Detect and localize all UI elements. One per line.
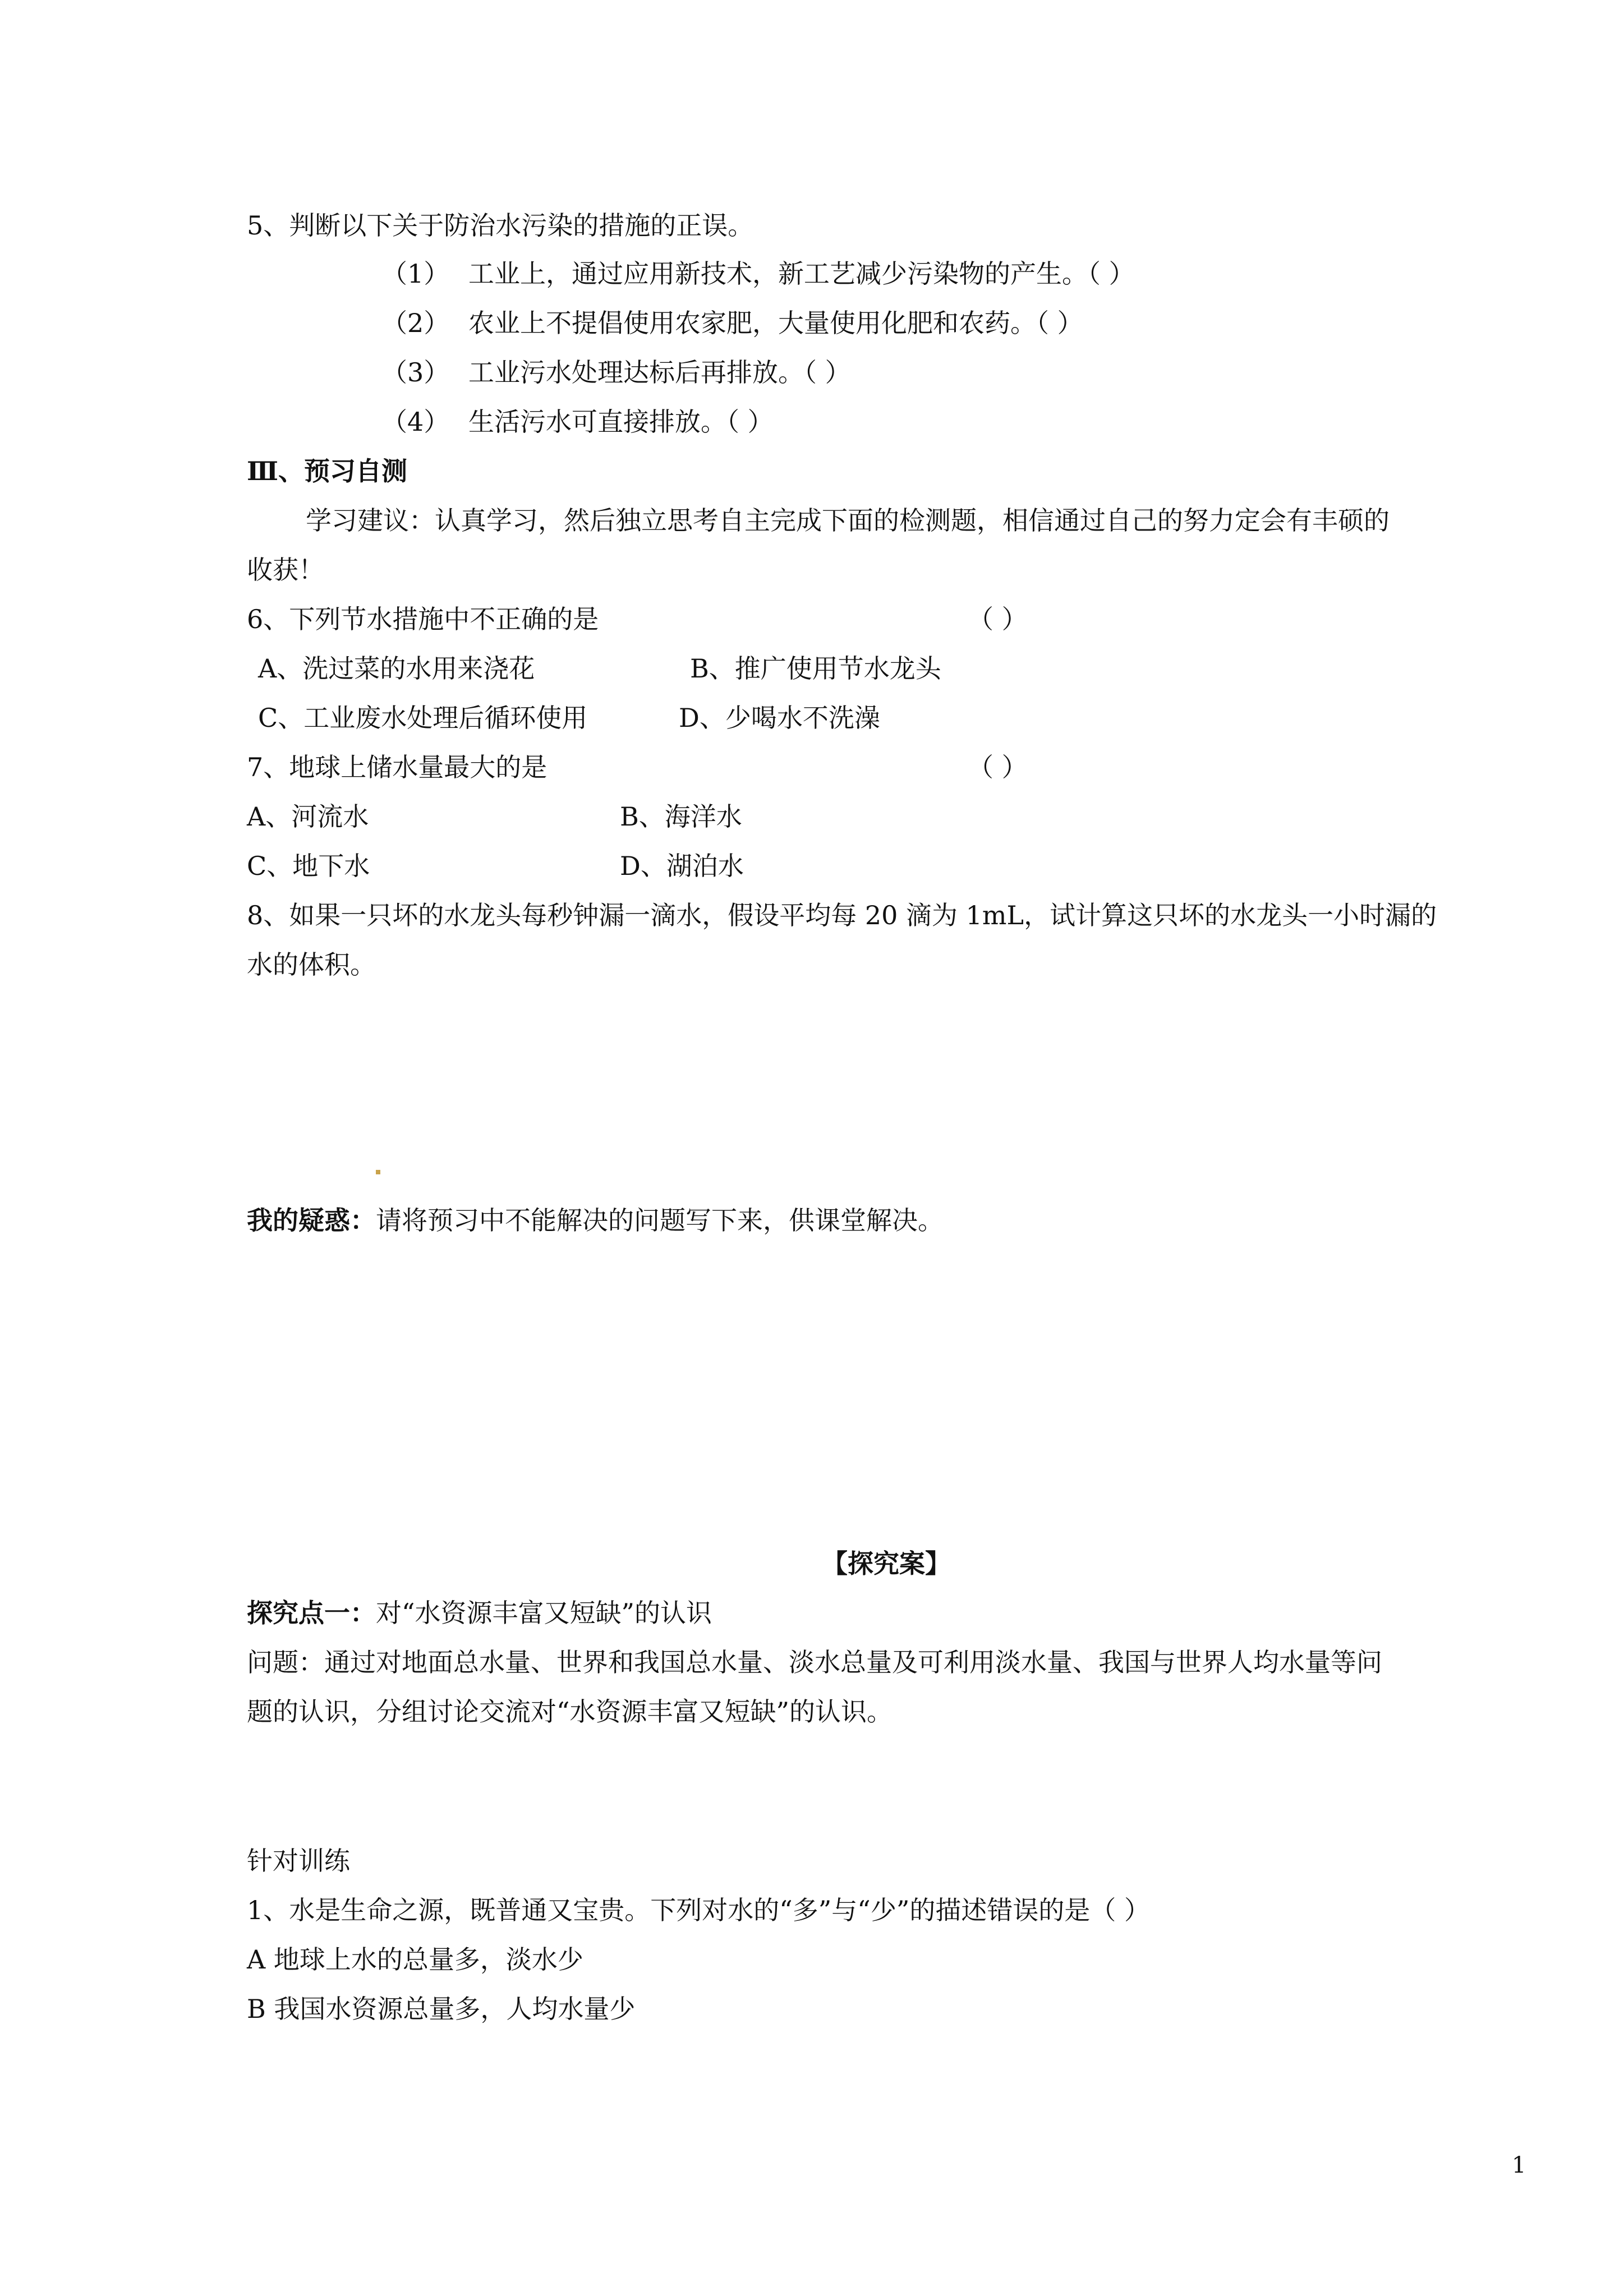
my-doubts-label: 我的疑惑：: [247, 1205, 376, 1235]
q5-item-2-text: 农业上不提倡使用农家肥，大量使用化肥和农药。（ ）: [468, 308, 1083, 338]
q5-item-3-num: （3）: [381, 357, 450, 388]
section3-heading: Ⅲ、预习自测: [247, 456, 408, 486]
study-advice-line1: 学习建议：认真学习，然后独立思考自主完成下面的检测题，相信通过自己的努力定会有丰硕的: [306, 505, 1390, 536]
q5-item-3-text: 工业污水处理达标后再排放。（ ）: [468, 357, 851, 388]
training-q1-stem: 1、水是生命之源，既普通又宝贵。下列对水的“多”与“少”的描述错误的是（ ）: [247, 1895, 1150, 1925]
q5-item-4-text: 生活污水可直接排放。（ ）: [468, 407, 774, 437]
q7-option-b: B、海洋水: [620, 801, 742, 832]
q7-answer-bracket: （ ）: [968, 752, 1028, 782]
q7-stem: 7、地球上储水量最大的是: [247, 752, 548, 782]
q8-line2: 水的体积。: [247, 949, 376, 980]
training-q1-option-a: A 地球上水的总量多，淡水少: [247, 1944, 583, 1975]
q7-option-a: A、河流水: [247, 801, 369, 832]
q6-option-d: D、少喝水不洗澡: [679, 703, 880, 733]
explore-title: 【探究案】: [822, 1548, 951, 1579]
training-q1-option-b: B 我国水资源总量多，人均水量少: [247, 1994, 636, 2024]
q6-answer-bracket: （ ）: [968, 604, 1028, 634]
q5-item-1-text: 工业上，通过应用新技术，新工艺减少污染物的产生。（ ）: [468, 259, 1135, 289]
explore-point1-label: 探究点一：: [247, 1598, 376, 1628]
explore-question-line1: 问题：通过对地面总水量、世界和我国总水量、淡水总量及可利用淡水量、我国与世界人均水量等问: [247, 1647, 1382, 1677]
q6-option-b: B、推广使用节水龙头: [690, 653, 941, 684]
q7-option-d: D、湖泊水: [620, 851, 744, 881]
q5-item-4-num: （4）: [381, 407, 450, 437]
q5-item-1-num: （1）: [381, 259, 450, 289]
q5-stem: 5、判断以下关于防治水污染的措施的正误。: [247, 210, 754, 241]
q5-item-2-num: （2）: [381, 308, 450, 338]
study-advice-line2: 收获！: [247, 555, 324, 585]
q6-option-a: A、洗过菜的水用来浇花: [258, 653, 535, 684]
explore-question-line2: 题的认识，分组讨论交流对“水资源丰富又短缺”的认识。: [247, 1696, 893, 1727]
page-number: 1: [1512, 2152, 1526, 2178]
q6-option-c: C、工业废水处理后循环使用: [258, 703, 588, 733]
stray-mark: [376, 1170, 380, 1174]
q8-line1: 8、如果一只坏的水龙头每秒钟漏一滴水，假设平均每 20 滴为 1mL，试计算这只坏的水龙头一小时漏的: [247, 900, 1437, 930]
training-heading: 针对训练: [247, 1846, 350, 1876]
q7-option-c: C、地下水: [247, 851, 370, 881]
explore-point1-text: 对“水资源丰富又短缺”的认识: [376, 1598, 712, 1628]
explore-point1-line: [247, 1596, 712, 1630]
q6-stem: 6、下列节水措施中不正确的是: [247, 604, 599, 634]
my-doubts-text: 请将预习中不能解决的问题写下来，供课堂解决。: [376, 1205, 944, 1235]
my-doubts-line: [247, 1204, 944, 1237]
